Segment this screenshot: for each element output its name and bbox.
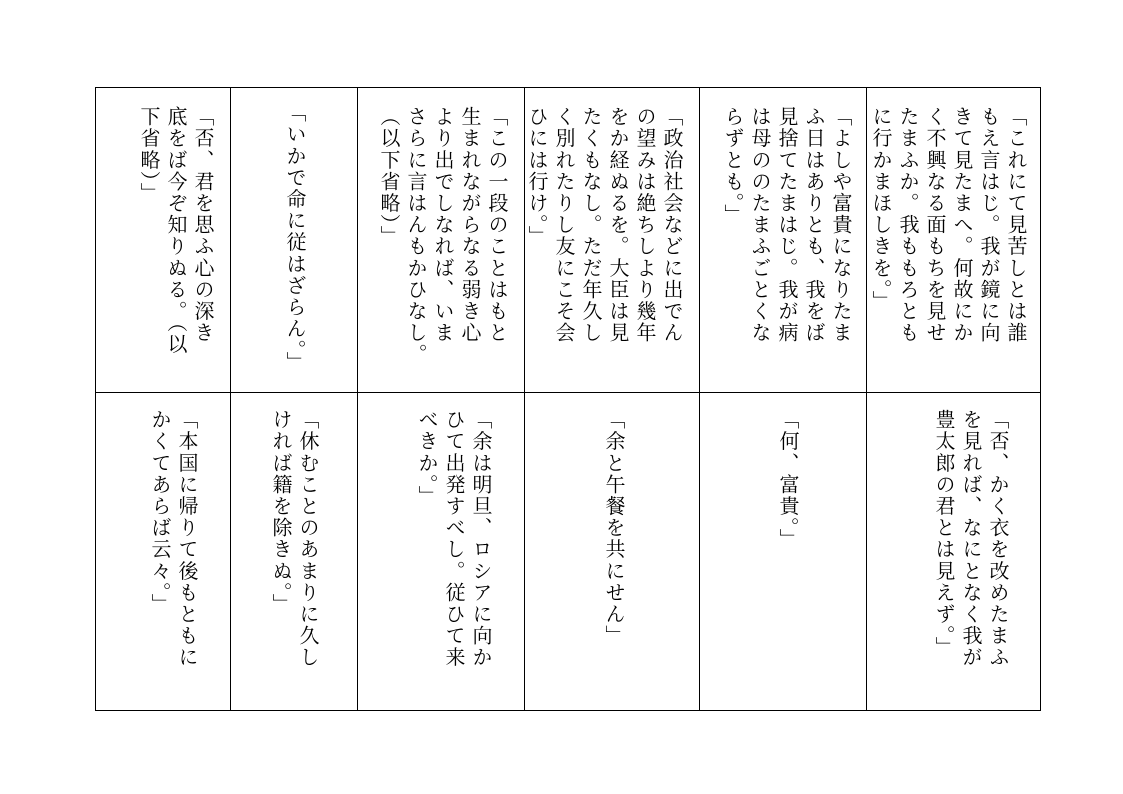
card-top-6 [96, 88, 230, 392]
card-bottom-6 [96, 393, 230, 711]
card-bottom-5 [231, 393, 357, 711]
card-top-5 [231, 88, 357, 392]
card-text: 「否、かく衣を改めたまふ を見れば、なにとなく我が 豊太郎の君とは見えず。」 [932, 409, 1010, 669]
card-text: 「これにて見苦しとは誰 もえ言はじ。我が鏡に向 きて見たまへ。何故にか く不興なる面もちを見せ たまふか。我ももろとも に行かまほしきを。」 [869, 106, 1028, 344]
card-bottom-1 [867, 393, 1041, 711]
card-text: 「いかで命に従はざらん。」 [283, 102, 307, 373]
card-grid [95, 87, 1041, 711]
card-text: 「よしや富貴になりたま ふ日はありとも、我をば 見捨てたまはじ。我が病 は母ののたまふごとくな らずとも。」 [721, 106, 853, 344]
card-top-3 [525, 88, 699, 392]
card-top-2 [700, 88, 866, 392]
card-top-4 [358, 88, 524, 392]
card-text: 「否、君を思ふ心の深き 底をば今ぞ知りぬる。（以 下省略）」 [137, 106, 215, 356]
card-top-1 [867, 88, 1041, 392]
card-bottom-3 [525, 393, 699, 711]
card-text: 「余は明旦、ロシアに向か ひて出発すべし。従ひて来 べきか。」 [415, 409, 493, 669]
card-text: 「何、富貴。」 [776, 409, 800, 551]
card-bottom-4 [358, 393, 524, 711]
card-text: 「本国に帰りて後もともに かくてあらば云々。」 [148, 409, 199, 669]
card-text: 「休むことのあまりに久し ければ籍を除きぬ。」 [269, 409, 320, 669]
card-text: 「政治社会などに出でん の望みは絶ちしより幾年 をか経ぬるを。大臣は見 たくもなし。ただ年久し く別れたりし友にこそ会 ひには行け。」 [525, 106, 684, 344]
card-text: 「この一段のことはもと 生まれながらなる弱き心 より出でしなれば、いま さらに言はんもかひなし。 （以下省略）」 [377, 106, 509, 366]
card-bottom-2 [700, 393, 866, 711]
card-text: 「余と午餐を共にせん」 [602, 409, 626, 647]
